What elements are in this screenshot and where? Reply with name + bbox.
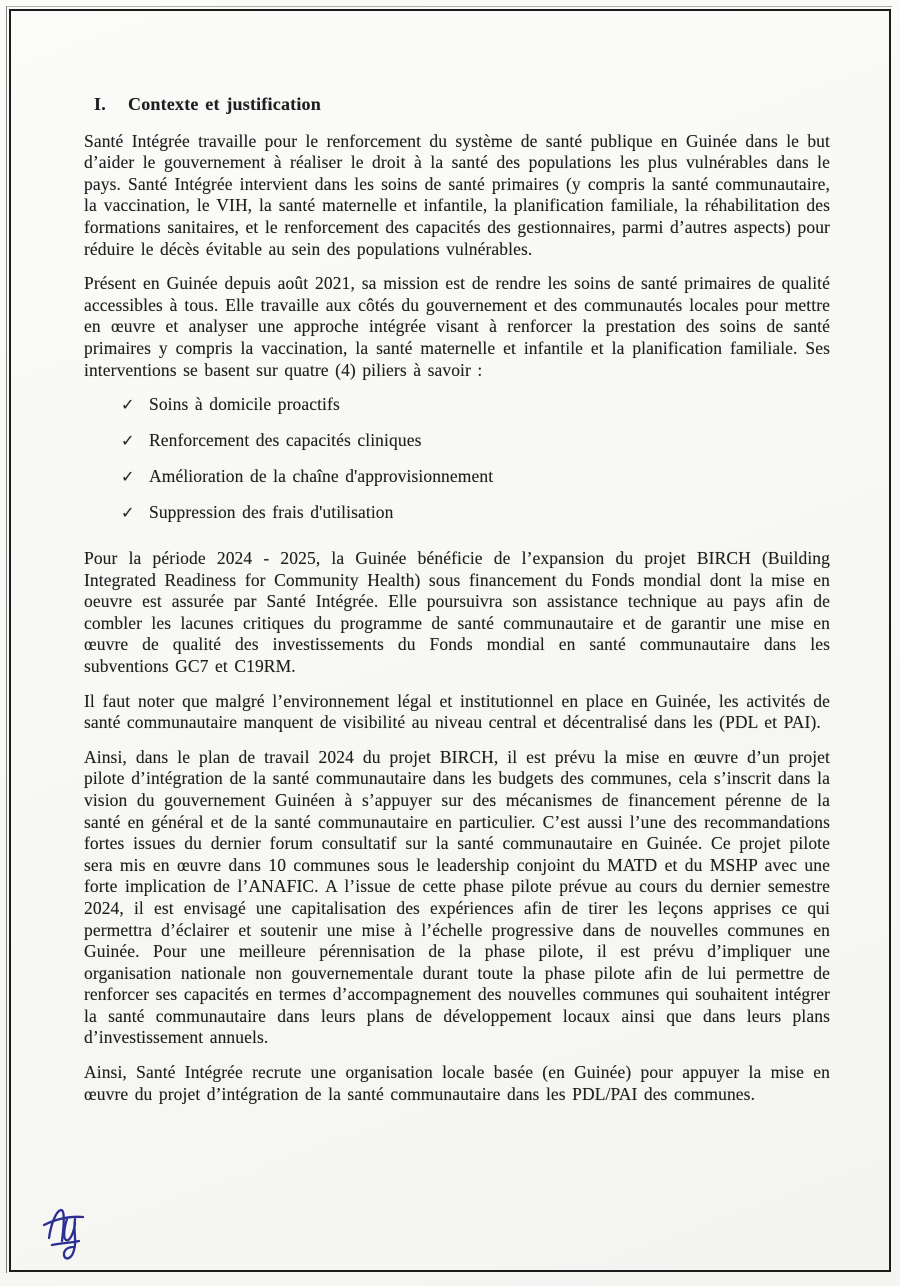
section-number: I. bbox=[94, 94, 106, 114]
checkmark-icon: ✓ bbox=[121, 431, 135, 451]
pillar-label: Suppression des frais d'utilisation bbox=[149, 502, 394, 523]
document-body bbox=[84, 94, 830, 1105]
list-item bbox=[121, 430, 830, 452]
pillar-label: Soins à domicile proactifs bbox=[149, 394, 340, 415]
paragraph-mission: Présent en Guinée depuis août 2021, sa mission est de rendre les soins de santé primaires de qualité accessibles à tous. Elle travaille aux côtés du gouvernement et des communautés locales pour mettre en œuvre et analyser une approche intégrée visant à renforcer la prestation des soins de santé primaires y compris la vaccination, la santé maternelle et infantile et la planification familiale. Ses interventions se basent sur quatre (4) piliers à savoir : bbox=[84, 273, 830, 380]
pillar-label: Renforcement des capacités cliniques bbox=[149, 430, 422, 451]
pillar-label: Amélioration de la chaîne d'approvisionnement bbox=[149, 466, 494, 487]
list-item bbox=[121, 502, 830, 524]
list-item bbox=[121, 394, 830, 416]
paragraph-recruitment: Ainsi, Santé Intégrée recrute une organisation locale basée (en Guinée) pour appuyer la mise en œuvre du projet d’intégration de la santé communautaire dans les PDL/PAI des communes. bbox=[84, 1062, 830, 1104]
paragraph-pilot-plan: Ainsi, dans le plan de travail 2024 du projet BIRCH, il est prévu la mise en œuvre d’un projet pilote d’intégration de la santé communautaire dans les budgets des communes, cela s’inscrit dans la vision du gouvernement Guinéen à s’appuyer sur des mécanismes de financement pérenne de la santé en général et de la santé communautaire en particulier. C’est aussi l’une des recommandations fortes issues du dernier forum consultatif sur la santé communautaire en Guinée. Ce projet pilote sera mis en œuvre dans 10 communes sous le leadership conjoint du MATD et du MSHP avec une forte implication de l’ANAFIC. A l’issue de cette phase pilote prévue au cours du dernier semestre 2024, il est envisagé une capitalisation des expériences afin de tirer les leçons apprises ce qui permettra d’éclairer et soutenir une mise à l’échelle progressive dans de nouvelles communes en Guinée. Pour une meilleure pérennisation de la phase pilote, il est prévu d’impliquer une organisation nationale non gouvernementale durant toute la phase pilote afin de lui permettre de renforcer ses capacités en termes d’accompagnement des nouvelles communes qui souhaitent intégrer la santé communautaire dans leurs plans de développement locaux ainsi que dans leurs plans d’investissement annuels. bbox=[84, 746, 830, 1048]
paragraph-intro: Santé Intégrée travaille pour le renforcement du système de santé publique en Guinée dans le but d’aider le gouvernement à réaliser le droit à la santé des populations les plus vulnérables dans le pays. Santé Intégrée intervient dans les soins de santé primaires (y compris la santé communautaire, la vaccination, le VIH, la santé maternelle et infantile, la planification familiale, la réhabilitation des formations sanitaires, et le renforcement des capacités des gestionnaires, parmi d’autres aspects) pour réduire le décès évitable au sein des populations vulnérables. bbox=[84, 130, 830, 259]
checkmark-icon: ✓ bbox=[121, 503, 135, 523]
paragraph-birch-project: Pour la période 2024 - 2025, la Guinée bénéficie de l’expansion du projet BIRCH (Building Integrated Readiness for Community Health) sous financement du Fonds mondial dont la mise en oeuvre est assurée par Santé Intégrée. Elle poursuivra son assistance technique au pays afin de combler les lacunes critiques du programme de santé communautaire et de garantir une mise en œuvre de qualité des investissements du Fonds mondial en santé communautaire dans les subventions GC7 et C19RM. bbox=[84, 548, 830, 676]
signature-initials-icon bbox=[40, 1202, 112, 1266]
checkmark-icon: ✓ bbox=[121, 467, 135, 487]
section-heading bbox=[94, 94, 830, 116]
list-item bbox=[121, 466, 830, 488]
signature-scribble bbox=[40, 1202, 112, 1266]
paragraph-visibility-note: Il faut noter que malgré l’environnement légal et institutionnel en place en Guinée, les activités de santé communautaire manquent de visibilité au niveau central et décentralisé dans les (PDL et PAI). bbox=[84, 690, 830, 733]
section-title: Contexte et justification bbox=[128, 94, 321, 114]
checkmark-icon: ✓ bbox=[121, 395, 135, 415]
pillar-list bbox=[84, 394, 830, 524]
